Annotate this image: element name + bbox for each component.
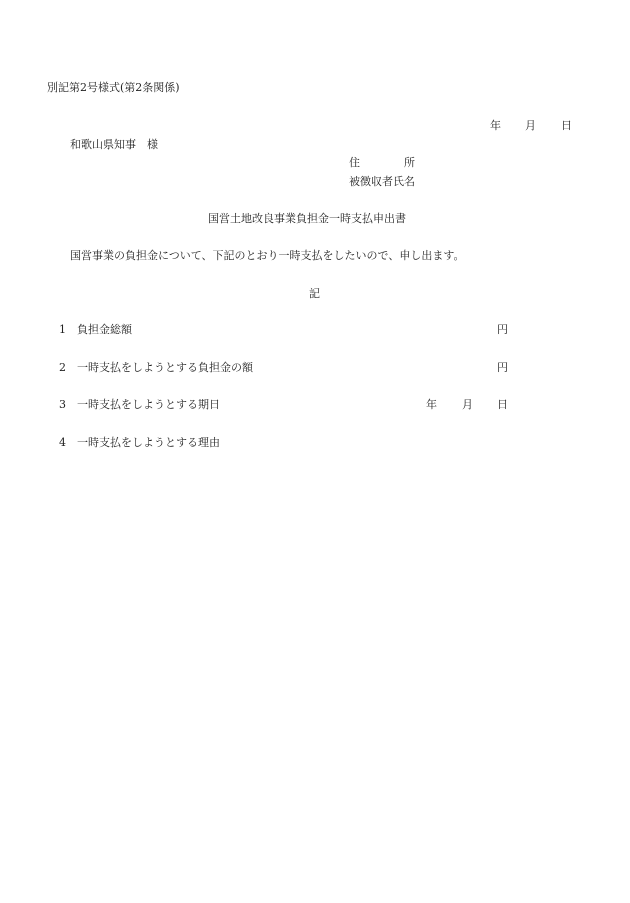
item-number: 2 — [59, 361, 66, 374]
item-label: 一時支払をしようとする理由 — [77, 436, 220, 449]
item-unit-yen: 円 — [497, 323, 508, 336]
date-day-label: 日 — [561, 119, 572, 132]
item-number: 1 — [59, 323, 66, 336]
addressee: 和歌山県知事 様 — [70, 138, 158, 151]
item-date-day: 日 — [497, 398, 508, 411]
item-number: 3 — [59, 398, 66, 411]
document-title: 国営土地改良事業負担金一時支払申出書 — [208, 212, 406, 225]
item-label: 一時支払をしようとする期日 — [77, 398, 220, 411]
item-label: 一時支払をしようとする負担金の額 — [77, 361, 253, 374]
item-number: 4 — [59, 436, 66, 449]
item-date-month: 月 — [462, 398, 473, 411]
form-label: 別記第2号様式(第2条関係) — [47, 81, 180, 94]
applicant-address-label: 住 所 — [349, 156, 415, 169]
item-date-year: 年 — [426, 398, 437, 411]
item-unit-yen: 円 — [497, 361, 508, 374]
date-month-label: 月 — [525, 119, 536, 132]
date-year-label: 年 — [490, 119, 501, 132]
applicant-name-label: 被徴収者氏名 — [349, 175, 415, 188]
item-label: 負担金総額 — [77, 323, 132, 336]
body-text: 国営事業の負担金について、下記のとおり一時支払をしたいので、申し出ます。 — [70, 249, 465, 262]
notation-ki: 記 — [309, 287, 320, 300]
